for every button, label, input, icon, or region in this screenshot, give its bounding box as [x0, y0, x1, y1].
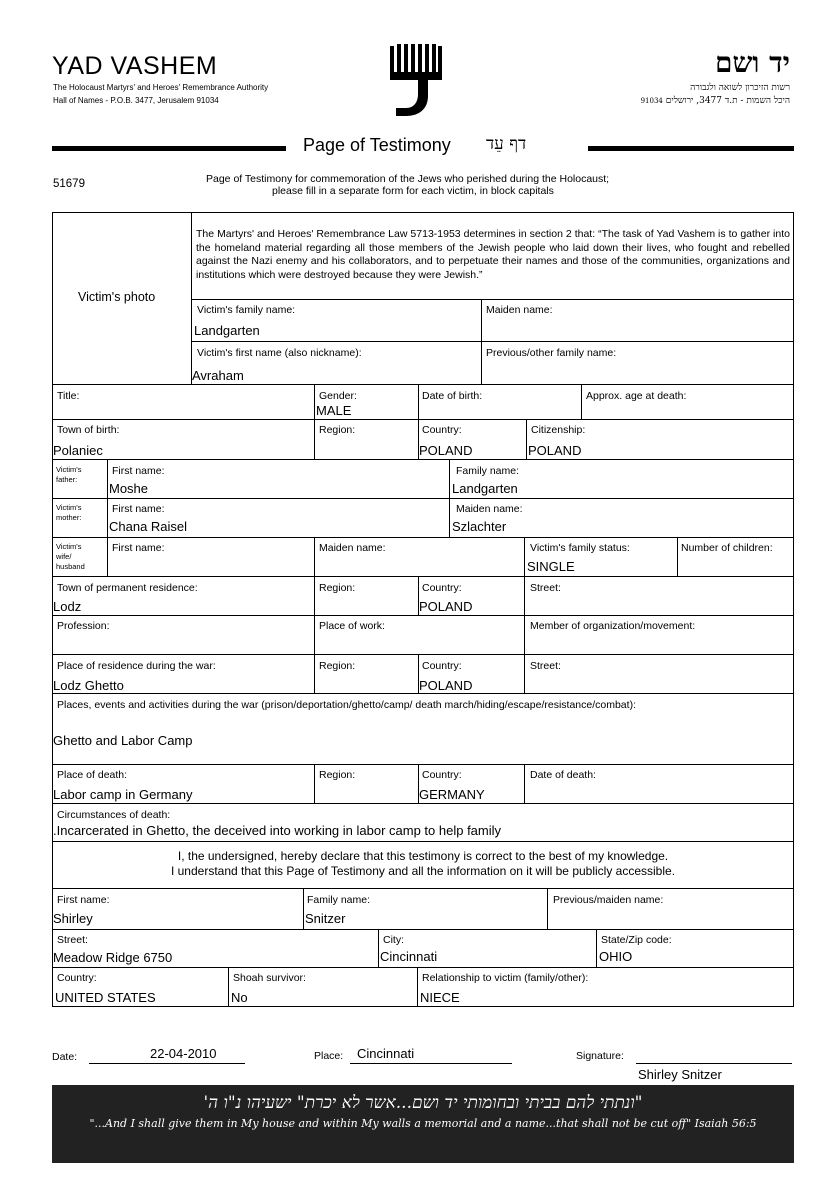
- survivor-label: Shoah survivor:: [233, 972, 306, 984]
- perm-country[interactable]: POLAND: [419, 599, 473, 614]
- relation[interactable]: NIECE: [420, 990, 460, 1005]
- place-value[interactable]: Cincinnati: [357, 1046, 415, 1061]
- org-name-hebrew: יד ושם: [714, 46, 790, 79]
- birth-country[interactable]: POLAND: [419, 443, 473, 458]
- death-region-label: Region:: [319, 769, 356, 781]
- war-region-label: Region:: [319, 660, 356, 672]
- mother-maiden-label: Maiden name:: [456, 503, 523, 515]
- form-number: 51679: [53, 178, 85, 190]
- father-family-name[interactable]: Landgarten: [452, 481, 518, 496]
- yad-vashem-logo: [388, 44, 444, 120]
- org-address: Hall of Names - P.O.B. 3477, Jerusalem 91034: [53, 96, 219, 105]
- victim-prev-family-label: Previous/other family name:: [486, 347, 617, 359]
- children-label: Number of children:: [681, 542, 773, 554]
- death-place[interactable]: Labor camp in Germany: [53, 787, 193, 802]
- victim-family-name[interactable]: Landgarten: [194, 323, 260, 338]
- work-place-label: Place of work:: [319, 620, 385, 632]
- place-line: [350, 1063, 512, 1064]
- victim-title-label: Title:: [57, 390, 80, 402]
- events-label: Places, events and activities during the war (prison/deportation/ghetto/camp/ death march/hiding/escape/resistance/combat):: [57, 699, 636, 711]
- relation-label: Relationship to victim (family/other):: [422, 972, 589, 984]
- declaration-line1: I, the undersigned, hereby declare that this testimony is correct to the best of my knowledge.: [177, 849, 669, 863]
- signature-value[interactable]: Shirley Snitzer: [638, 1067, 722, 1082]
- place-label: Place:: [314, 1050, 344, 1062]
- org-subtitle: The Holocaust Martyrs' and Heroes' Remembrance Authority: [53, 83, 269, 92]
- survivor[interactable]: No: [231, 990, 248, 1005]
- victim-age-label: Approx. age at death:: [586, 390, 687, 402]
- father-side-label: Victim's father:: [56, 465, 82, 484]
- org-subtitle-hebrew: רשות הזיכרון לשואה ולגבורה: [690, 83, 790, 93]
- mother-first-name[interactable]: Chana Raisel: [109, 519, 188, 534]
- submitter-family-name[interactable]: Snitzer: [305, 911, 346, 926]
- death-place-label: Place of death:: [57, 769, 128, 781]
- spouse-side-label: Victim's wife/ husband: [56, 542, 85, 571]
- submitter-state[interactable]: OHIO: [599, 949, 633, 964]
- war-residence[interactable]: Lodz Ghetto: [53, 678, 124, 693]
- date-line: [89, 1063, 245, 1064]
- victim-first-name[interactable]: Avraham: [192, 368, 244, 383]
- town-birth-label: Town of birth:: [57, 424, 120, 436]
- town-birth[interactable]: Polaniec: [53, 443, 103, 458]
- submitter-first-name[interactable]: Shirley: [53, 911, 93, 926]
- father-first-name[interactable]: Moshe: [109, 481, 149, 496]
- submitter-prev-label: Previous/maiden name:: [553, 894, 664, 906]
- submitter-country[interactable]: UNITED STATES: [55, 990, 156, 1005]
- war-country[interactable]: POLAND: [419, 678, 473, 693]
- victim-gender[interactable]: MALE: [316, 403, 352, 418]
- war-res-label: Place of residence during the war:: [57, 660, 216, 672]
- page-title: Page of Testimony: [303, 135, 451, 155]
- war-events[interactable]: Ghetto and Labor Camp: [53, 733, 193, 748]
- circumstances[interactable]: .Incarcerated in Ghetto, the deceived into working in labor camp to help family: [53, 823, 502, 838]
- submitter-family-label: Family name:: [307, 894, 371, 906]
- victim-dob-label: Date of birth:: [422, 390, 483, 402]
- submitter-state-label: State/Zip code:: [601, 934, 672, 946]
- citizenship-label: Citizenship:: [531, 424, 586, 436]
- declaration-line2: I understand that this Page of Testimony and all the information on it will be publicly accessible.: [170, 864, 676, 878]
- member-label: Member of organization/movement:: [530, 620, 696, 632]
- family-status[interactable]: SINGLE: [527, 559, 575, 574]
- victim-maiden-name-label: Maiden name:: [486, 304, 553, 316]
- birth-country-label: Country:: [422, 424, 462, 436]
- quote-banner: [52, 1085, 794, 1163]
- perm-town-label: Town of permanent residence:: [57, 582, 198, 594]
- submitter-first-label: First name:: [57, 894, 110, 906]
- submitter-street[interactable]: Meadow Ridge 6750: [53, 950, 173, 965]
- org-address-hebrew-text: היכל השמות - ת.ד 3477, ירושלים: [665, 96, 790, 106]
- org-zip-hebrew: 91034: [640, 97, 663, 105]
- quote-hebrew: "ונתתי להם בביתי ובחומותי יד ושם...אשר לא יכרת" ישעיהו נ"ו ה': [203, 1093, 643, 1113]
- father-first-label: First name:: [112, 465, 165, 477]
- instructions-line2: please fill in a separate form for each victim, in block capitals: [272, 185, 554, 197]
- victim-gender-label: Gender:: [319, 390, 357, 402]
- signature-line: [636, 1063, 792, 1064]
- death-date-label: Date of death:: [530, 769, 596, 781]
- title-rule-right: [588, 146, 794, 151]
- perm-town[interactable]: Lodz: [53, 599, 82, 614]
- org-address-hebrew: [641, 96, 790, 106]
- mother-first-label: First name:: [112, 503, 165, 515]
- signature-label: Signature:: [576, 1050, 624, 1062]
- victim-photo-label: Victim's photo: [78, 290, 156, 304]
- father-family-label: Family name:: [456, 465, 520, 477]
- quote-english: "...And I shall give them in My house and within My walls a memorial and a name...that shall not be cut off" Isaiah 56:5: [89, 1117, 757, 1130]
- war-country-label: Country:: [422, 660, 462, 672]
- war-street-label: Street:: [530, 660, 561, 672]
- submitter-street-label: Street:: [57, 934, 88, 946]
- title-rule-left: [52, 146, 286, 151]
- death-country[interactable]: GERMANY: [419, 787, 485, 802]
- date-label: Date:: [52, 1051, 78, 1063]
- submitter-city[interactable]: Cincinnati: [380, 949, 438, 964]
- spouse-maiden-label: Maiden name:: [319, 542, 386, 554]
- submitter-country-label: Country:: [57, 972, 97, 984]
- circumstances-label: Circumstances of death:: [57, 809, 171, 821]
- citizenship[interactable]: POLAND: [528, 443, 582, 458]
- victim-family-name-label: Victim's family name:: [197, 304, 296, 316]
- birth-region-label: Region:: [319, 424, 356, 436]
- spouse-first-label: First name:: [112, 542, 165, 554]
- victim-first-name-label: Victim's first name (also nickname):: [197, 347, 362, 359]
- perm-street-label: Street:: [530, 582, 561, 594]
- profession-label: Profession:: [57, 620, 110, 632]
- submitter-city-label: City:: [383, 934, 404, 946]
- instructions-line1: Page of Testimony for commemoration of the Jews who perished during the Holocaust;: [206, 173, 610, 185]
- law-text: The Martyrs' and Heroes' Remembrance Law 5713-1953 determines in section 2 that: “The task of Yad Vashem is to gather into the homeland material regarding all those members of the Jewish people who laid down their lives, who fought and rebelled against the Nazi enemy and his collaborators, and to perpetuate their names and those of the communities, organizations and institutions which were destroyed because they were Jewish.”: [196, 228, 790, 281]
- org-name: YAD VASHEM: [52, 52, 218, 80]
- death-country-label: Country:: [422, 769, 462, 781]
- page-title-hebrew: דף עֵד: [486, 134, 527, 154]
- mother-maiden-name[interactable]: Szlachter: [452, 519, 507, 534]
- mother-side-label: Victim's mother:: [56, 503, 82, 522]
- date-value[interactable]: 22-04-2010: [150, 1046, 217, 1061]
- perm-country-label: Country:: [422, 582, 462, 594]
- family-status-label: Victim's family status:: [530, 542, 630, 554]
- perm-region-label: Region:: [319, 582, 356, 594]
